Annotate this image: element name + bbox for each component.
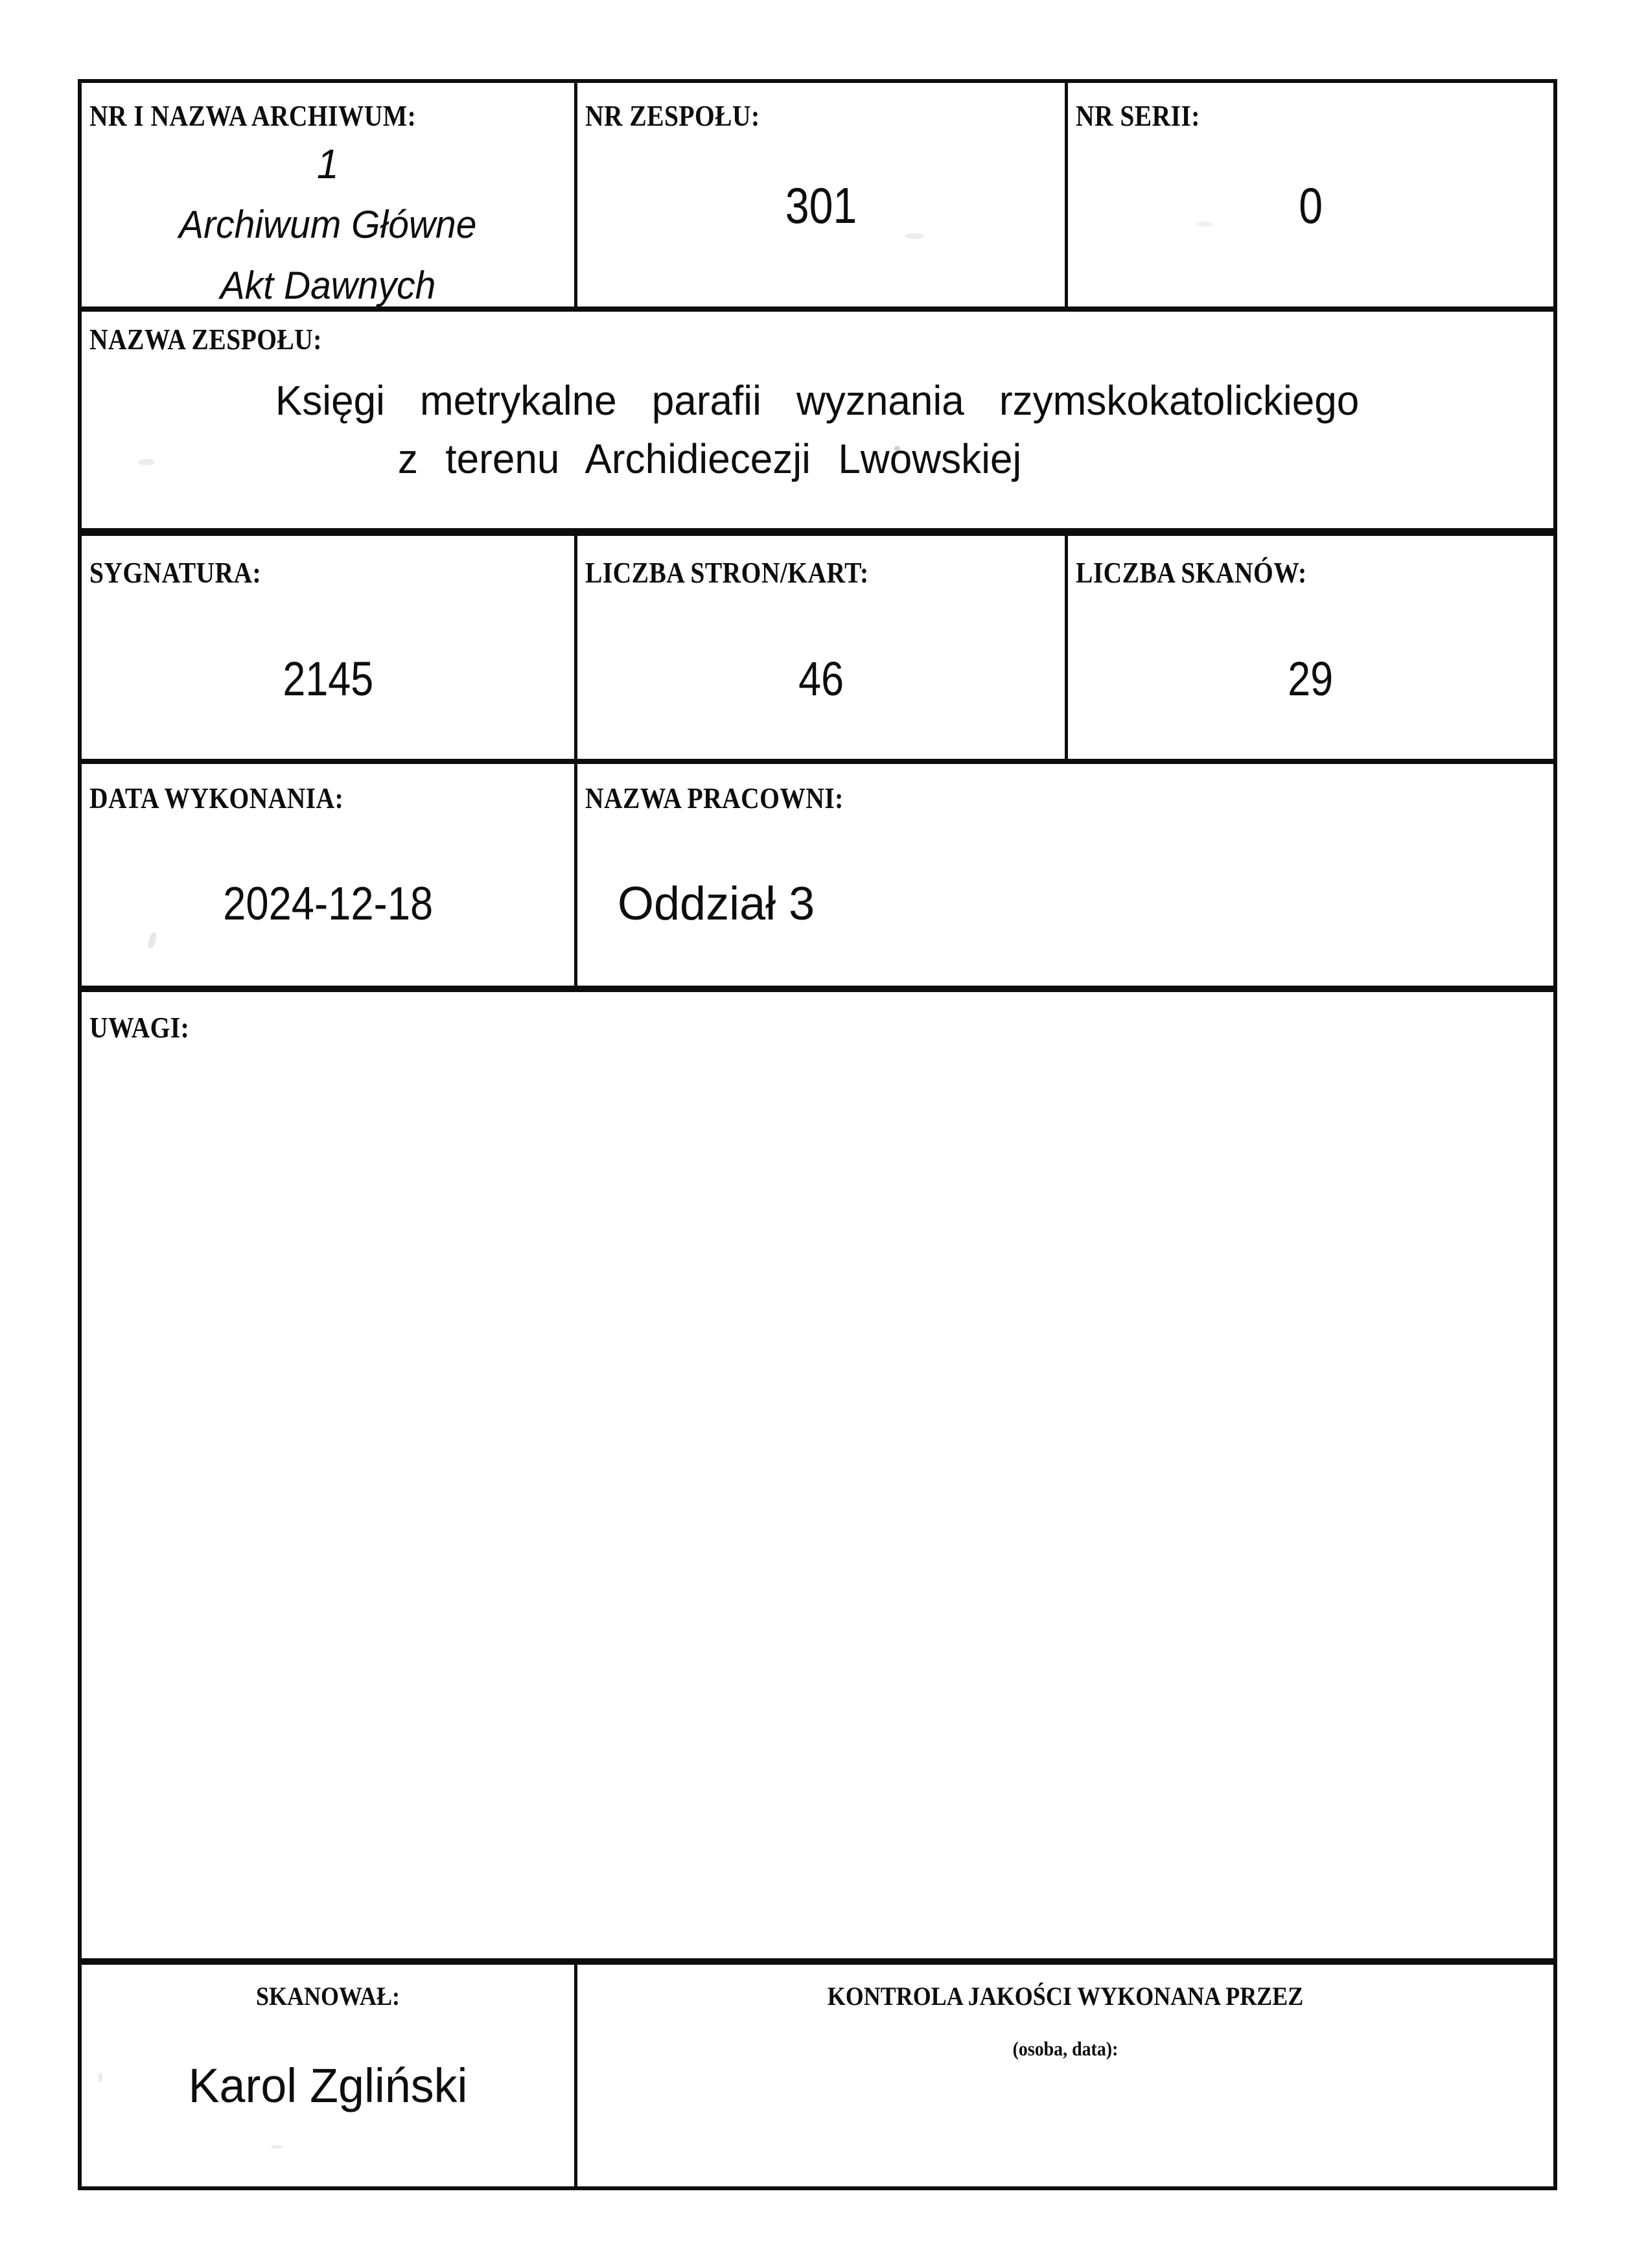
scan-noise-speck — [905, 233, 924, 239]
field-fonds-number-label: NR ZESPOŁU: — [585, 99, 760, 132]
field-signature — [82, 536, 574, 759]
form-row-execution — [82, 764, 1553, 992]
scan-noise-speck — [271, 2145, 283, 2149]
field-quality-control — [574, 1965, 1553, 2186]
scan-noise-speck — [138, 459, 155, 465]
form-row-fonds-name — [82, 312, 1553, 536]
field-workshop-value: Oddział 3 — [618, 878, 815, 930]
field-scanned-by — [82, 1965, 574, 2186]
archive-metadata-form — [78, 79, 1557, 2190]
field-archive-value — [82, 133, 574, 316]
form-row-archive — [82, 83, 1553, 312]
archive-name-line-1: Archiwum Główne — [179, 203, 477, 246]
field-fonds-name-value — [82, 371, 1553, 488]
field-fonds-name-label: NAZWA ZESPOŁU: — [89, 323, 322, 356]
field-scanned-by-label: SKANOWAŁ: — [255, 1982, 400, 2011]
field-archive-label: NR I NAZWA ARCHIWUM: — [89, 99, 417, 132]
field-pages-count-value: 46 — [798, 652, 844, 706]
field-archive — [82, 83, 574, 307]
scan-noise-speck — [99, 2072, 102, 2083]
field-quality-control-label: KONTROLA JAKOŚCI WYKONANA PRZEZ — [827, 1982, 1304, 2011]
form-row-signoff — [82, 1965, 1553, 2186]
field-workshop — [574, 764, 1553, 986]
archive-number-line: 1 — [317, 141, 339, 187]
field-scan-date-label: DATA WYKONANIA: — [89, 781, 344, 815]
field-fonds-number-value: 301 — [785, 177, 857, 234]
scan-noise-speck — [1196, 222, 1213, 227]
field-scanned-by-value: Karol Zgliński — [188, 2059, 468, 2112]
scan-noise-speck — [894, 446, 900, 452]
field-series-number — [1065, 83, 1553, 307]
field-pages-count-label: LICZBA STRON/KART: — [585, 556, 869, 589]
fonds-name-line-2: z terenu Archidiecezji Lwowskiej — [398, 435, 1022, 482]
field-pages-count — [574, 536, 1065, 759]
field-remarks-label: UWAGI: — [89, 1011, 190, 1044]
field-fonds-name — [82, 312, 1553, 528]
field-series-number-value: 0 — [1299, 177, 1323, 234]
field-quality-control-sublabel: (osoba, data): — [1012, 2037, 1119, 2060]
field-signature-label: SYGNATURA: — [89, 556, 262, 589]
field-fonds-number — [574, 83, 1065, 307]
field-series-number-label: NR SERII: — [1076, 99, 1200, 132]
field-scans-count — [1065, 536, 1553, 759]
field-signature-value: 2145 — [283, 652, 373, 706]
archive-name-line-2: Akt Dawnych — [220, 264, 436, 307]
form-row-remarks — [82, 992, 1553, 1965]
field-scan-date-value: 2024-12-18 — [222, 878, 434, 930]
field-remarks — [82, 992, 1553, 1958]
fonds-name-line-1: Księgi metrykalne parafii wyznania rzymskokatolickiego — [275, 377, 1360, 424]
field-scans-count-label: LICZBA SKANÓW: — [1076, 556, 1307, 589]
field-workshop-label: NAZWA PRACOWNI: — [585, 781, 844, 815]
form-row-counts — [82, 536, 1553, 764]
field-scans-count-value: 29 — [1288, 652, 1334, 706]
field-scan-date — [82, 764, 574, 986]
